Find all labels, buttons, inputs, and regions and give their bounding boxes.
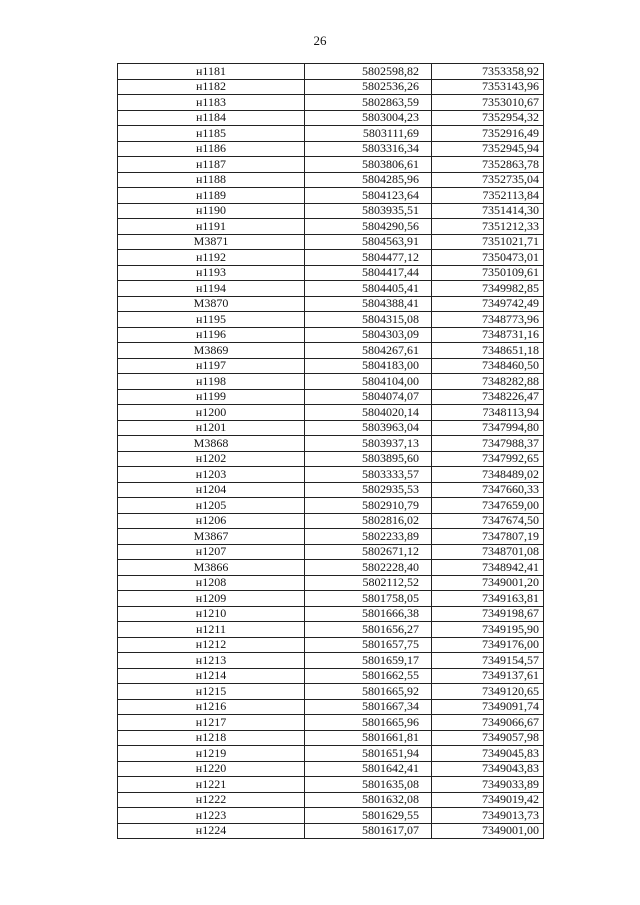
table-row [118, 110, 544, 126]
point-id-cell: н1196 [118, 327, 305, 343]
table-row [118, 234, 544, 250]
point-id-cell: н1204 [118, 482, 305, 498]
table-row [118, 513, 544, 529]
x-coordinate-cell: 5801632,08 [305, 792, 432, 808]
x-coordinate-cell: 5803937,13 [305, 436, 432, 452]
table-row [118, 157, 544, 173]
table-row [118, 622, 544, 638]
y-coordinate-cell: 7349066,67 [432, 715, 544, 731]
table-row [118, 823, 544, 839]
table-row [118, 730, 544, 746]
y-coordinate-cell: 7348701,08 [432, 544, 544, 560]
point-id-cell: н1220 [118, 761, 305, 777]
x-coordinate-cell: 5803333,57 [305, 467, 432, 483]
table-row [118, 560, 544, 576]
y-coordinate-cell: 7347994,80 [432, 420, 544, 436]
y-coordinate-cell: 7352954,32 [432, 110, 544, 126]
x-coordinate-cell: 5804563,91 [305, 234, 432, 250]
table-row [118, 746, 544, 762]
point-id-cell: М3870 [118, 296, 305, 312]
table-row [118, 482, 544, 498]
point-id-cell: н1199 [118, 389, 305, 405]
table-row [118, 79, 544, 95]
point-id-cell: н1202 [118, 451, 305, 467]
point-id-cell: н1209 [118, 591, 305, 607]
y-coordinate-cell: 7348651,18 [432, 343, 544, 359]
x-coordinate-cell: 5801667,34 [305, 699, 432, 715]
table-row [118, 265, 544, 281]
table-row [118, 64, 544, 80]
table-row [118, 141, 544, 157]
table-row [118, 529, 544, 545]
point-id-cell: н1223 [118, 808, 305, 824]
x-coordinate-cell: 5804315,08 [305, 312, 432, 328]
y-coordinate-cell: 7352113,84 [432, 188, 544, 204]
point-id-cell: н1205 [118, 498, 305, 514]
x-coordinate-cell: 5802935,53 [305, 482, 432, 498]
x-coordinate-cell: 5801629,55 [305, 808, 432, 824]
y-coordinate-cell: 7349137,61 [432, 668, 544, 684]
y-coordinate-cell: 7348942,41 [432, 560, 544, 576]
y-coordinate-cell: 7349154,57 [432, 653, 544, 669]
x-coordinate-cell: 5804417,44 [305, 265, 432, 281]
y-coordinate-cell: 7348731,16 [432, 327, 544, 343]
y-coordinate-cell: 7347674,50 [432, 513, 544, 529]
x-coordinate-cell: 5804074,07 [305, 389, 432, 405]
y-coordinate-cell: 7347988,37 [432, 436, 544, 452]
y-coordinate-cell: 7349001,20 [432, 575, 544, 591]
x-coordinate-cell: 5801666,38 [305, 606, 432, 622]
x-coordinate-cell: 5803806,61 [305, 157, 432, 173]
y-coordinate-cell: 7349043,83 [432, 761, 544, 777]
y-coordinate-cell: 7347807,19 [432, 529, 544, 545]
y-coordinate-cell: 7349045,83 [432, 746, 544, 762]
table-row [118, 653, 544, 669]
point-id-cell: н1200 [118, 405, 305, 421]
point-id-cell: н1207 [118, 544, 305, 560]
point-id-cell: н1217 [118, 715, 305, 731]
x-coordinate-cell: 5804303,09 [305, 327, 432, 343]
point-id-cell: н1215 [118, 684, 305, 700]
x-coordinate-cell: 5804290,56 [305, 219, 432, 235]
x-coordinate-cell: 5803935,51 [305, 203, 432, 219]
x-coordinate-cell: 5801617,07 [305, 823, 432, 839]
point-id-cell: н1208 [118, 575, 305, 591]
coordinates-table-body [118, 64, 544, 839]
table-row [118, 95, 544, 111]
x-coordinate-cell: 5802863,59 [305, 95, 432, 111]
point-id-cell: н1221 [118, 777, 305, 793]
y-coordinate-cell: 7351414,30 [432, 203, 544, 219]
x-coordinate-cell: 5801662,55 [305, 668, 432, 684]
table-row [118, 808, 544, 824]
y-coordinate-cell: 7349013,73 [432, 808, 544, 824]
table-row [118, 296, 544, 312]
y-coordinate-cell: 7348226,47 [432, 389, 544, 405]
x-coordinate-cell: 5801642,41 [305, 761, 432, 777]
point-id-cell: н1222 [118, 792, 305, 808]
y-coordinate-cell: 7349198,67 [432, 606, 544, 622]
y-coordinate-cell: 7349176,00 [432, 637, 544, 653]
table-row [118, 575, 544, 591]
y-coordinate-cell: 7349982,85 [432, 281, 544, 297]
x-coordinate-cell: 5801758,05 [305, 591, 432, 607]
x-coordinate-cell: 5803963,04 [305, 420, 432, 436]
y-coordinate-cell: 7348460,50 [432, 358, 544, 374]
x-coordinate-cell: 5803316,34 [305, 141, 432, 157]
y-coordinate-cell: 7349195,90 [432, 622, 544, 638]
table-row [118, 358, 544, 374]
point-id-cell: н1193 [118, 265, 305, 281]
table-row [118, 172, 544, 188]
point-id-cell: н1195 [118, 312, 305, 328]
x-coordinate-cell: 5804183,00 [305, 358, 432, 374]
point-id-cell: н1218 [118, 730, 305, 746]
table-row [118, 715, 544, 731]
x-coordinate-cell: 5802671,12 [305, 544, 432, 560]
y-coordinate-cell: 7347660,33 [432, 482, 544, 498]
y-coordinate-cell: 7352863,78 [432, 157, 544, 173]
x-coordinate-cell: 5804477,12 [305, 250, 432, 266]
table-row [118, 637, 544, 653]
table-row [118, 312, 544, 328]
x-coordinate-cell: 5803004,23 [305, 110, 432, 126]
y-coordinate-cell: 7352945,94 [432, 141, 544, 157]
point-id-cell: н1212 [118, 637, 305, 653]
coordinates-table [117, 63, 544, 839]
x-coordinate-cell: 5804267,61 [305, 343, 432, 359]
x-coordinate-cell: 5802910,79 [305, 498, 432, 514]
y-coordinate-cell: 7349120,65 [432, 684, 544, 700]
y-coordinate-cell: 7349742,49 [432, 296, 544, 312]
y-coordinate-cell: 7350109,61 [432, 265, 544, 281]
table-row [118, 126, 544, 142]
y-coordinate-cell: 7347659,00 [432, 498, 544, 514]
point-id-cell: н1191 [118, 219, 305, 235]
table-row [118, 420, 544, 436]
y-coordinate-cell: 7349019,42 [432, 792, 544, 808]
x-coordinate-cell: 5804020,14 [305, 405, 432, 421]
x-coordinate-cell: 5801651,94 [305, 746, 432, 762]
x-coordinate-cell: 5804388,41 [305, 296, 432, 312]
table-row [118, 699, 544, 715]
point-id-cell: М3867 [118, 529, 305, 545]
x-coordinate-cell: 5803895,60 [305, 451, 432, 467]
table-row [118, 281, 544, 297]
table-row [118, 436, 544, 452]
table-row [118, 451, 544, 467]
table-row [118, 498, 544, 514]
y-coordinate-cell: 7348282,88 [432, 374, 544, 390]
point-id-cell: н1216 [118, 699, 305, 715]
y-coordinate-cell: 7353358,92 [432, 64, 544, 80]
x-coordinate-cell: 5801635,08 [305, 777, 432, 793]
point-id-cell: н1184 [118, 110, 305, 126]
point-id-cell: н1189 [118, 188, 305, 204]
y-coordinate-cell: 7348113,94 [432, 405, 544, 421]
y-coordinate-cell: 7353143,96 [432, 79, 544, 95]
y-coordinate-cell: 7347992,65 [432, 451, 544, 467]
x-coordinate-cell: 5804104,00 [305, 374, 432, 390]
point-id-cell: н1187 [118, 157, 305, 173]
y-coordinate-cell: 7351021,71 [432, 234, 544, 250]
table-row [118, 761, 544, 777]
table-row [118, 467, 544, 483]
table-row [118, 606, 544, 622]
point-id-cell: н1197 [118, 358, 305, 374]
table-row [118, 219, 544, 235]
y-coordinate-cell: 7349001,00 [432, 823, 544, 839]
table-row [118, 327, 544, 343]
point-id-cell: н1211 [118, 622, 305, 638]
table-row [118, 544, 544, 560]
point-id-cell: н1213 [118, 653, 305, 669]
y-coordinate-cell: 7348489,02 [432, 467, 544, 483]
x-coordinate-cell: 5802233,89 [305, 529, 432, 545]
point-id-cell: М3869 [118, 343, 305, 359]
y-coordinate-cell: 7350473,01 [432, 250, 544, 266]
table-row [118, 374, 544, 390]
point-id-cell: н1183 [118, 95, 305, 111]
point-id-cell: н1194 [118, 281, 305, 297]
point-id-cell: н1203 [118, 467, 305, 483]
point-id-cell: н1186 [118, 141, 305, 157]
point-id-cell: М3866 [118, 560, 305, 576]
x-coordinate-cell: 5803111,69 [305, 126, 432, 142]
point-id-cell: н1224 [118, 823, 305, 839]
x-coordinate-cell: 5802816,02 [305, 513, 432, 529]
table-row [118, 203, 544, 219]
point-id-cell: н1181 [118, 64, 305, 80]
point-id-cell: н1190 [118, 203, 305, 219]
point-id-cell: н1219 [118, 746, 305, 762]
table-row [118, 389, 544, 405]
table-row [118, 684, 544, 700]
table-row [118, 591, 544, 607]
x-coordinate-cell: 5802598,82 [305, 64, 432, 80]
point-id-cell: н1185 [118, 126, 305, 142]
table-row [118, 668, 544, 684]
table-row [118, 343, 544, 359]
x-coordinate-cell: 5804123,64 [305, 188, 432, 204]
table-row [118, 250, 544, 266]
x-coordinate-cell: 5801661,81 [305, 730, 432, 746]
point-id-cell: н1188 [118, 172, 305, 188]
point-id-cell: н1182 [118, 79, 305, 95]
y-coordinate-cell: 7352735,04 [432, 172, 544, 188]
x-coordinate-cell: 5801659,17 [305, 653, 432, 669]
table-row [118, 188, 544, 204]
y-coordinate-cell: 7349163,81 [432, 591, 544, 607]
point-id-cell: н1206 [118, 513, 305, 529]
point-id-cell: М3868 [118, 436, 305, 452]
x-coordinate-cell: 5801665,96 [305, 715, 432, 731]
point-id-cell: н1210 [118, 606, 305, 622]
x-coordinate-cell: 5802228,40 [305, 560, 432, 576]
y-coordinate-cell: 7348773,96 [432, 312, 544, 328]
x-coordinate-cell: 5801657,75 [305, 637, 432, 653]
x-coordinate-cell: 5804285,96 [305, 172, 432, 188]
y-coordinate-cell: 7349091,74 [432, 699, 544, 715]
y-coordinate-cell: 7349033,89 [432, 777, 544, 793]
point-id-cell: М3871 [118, 234, 305, 250]
x-coordinate-cell: 5804405,41 [305, 281, 432, 297]
point-id-cell: н1198 [118, 374, 305, 390]
x-coordinate-cell: 5801656,27 [305, 622, 432, 638]
y-coordinate-cell: 7353010,67 [432, 95, 544, 111]
x-coordinate-cell: 5801665,92 [305, 684, 432, 700]
x-coordinate-cell: 5802536,26 [305, 79, 432, 95]
point-id-cell: н1201 [118, 420, 305, 436]
y-coordinate-cell: 7351212,33 [432, 219, 544, 235]
y-coordinate-cell: 7349057,98 [432, 730, 544, 746]
y-coordinate-cell: 7352916,49 [432, 126, 544, 142]
table-row [118, 405, 544, 421]
page-number: 26 [313, 33, 327, 48]
table-row [118, 792, 544, 808]
point-id-cell: н1192 [118, 250, 305, 266]
table-row [118, 777, 544, 793]
x-coordinate-cell: 5802112,52 [305, 575, 432, 591]
point-id-cell: н1214 [118, 668, 305, 684]
